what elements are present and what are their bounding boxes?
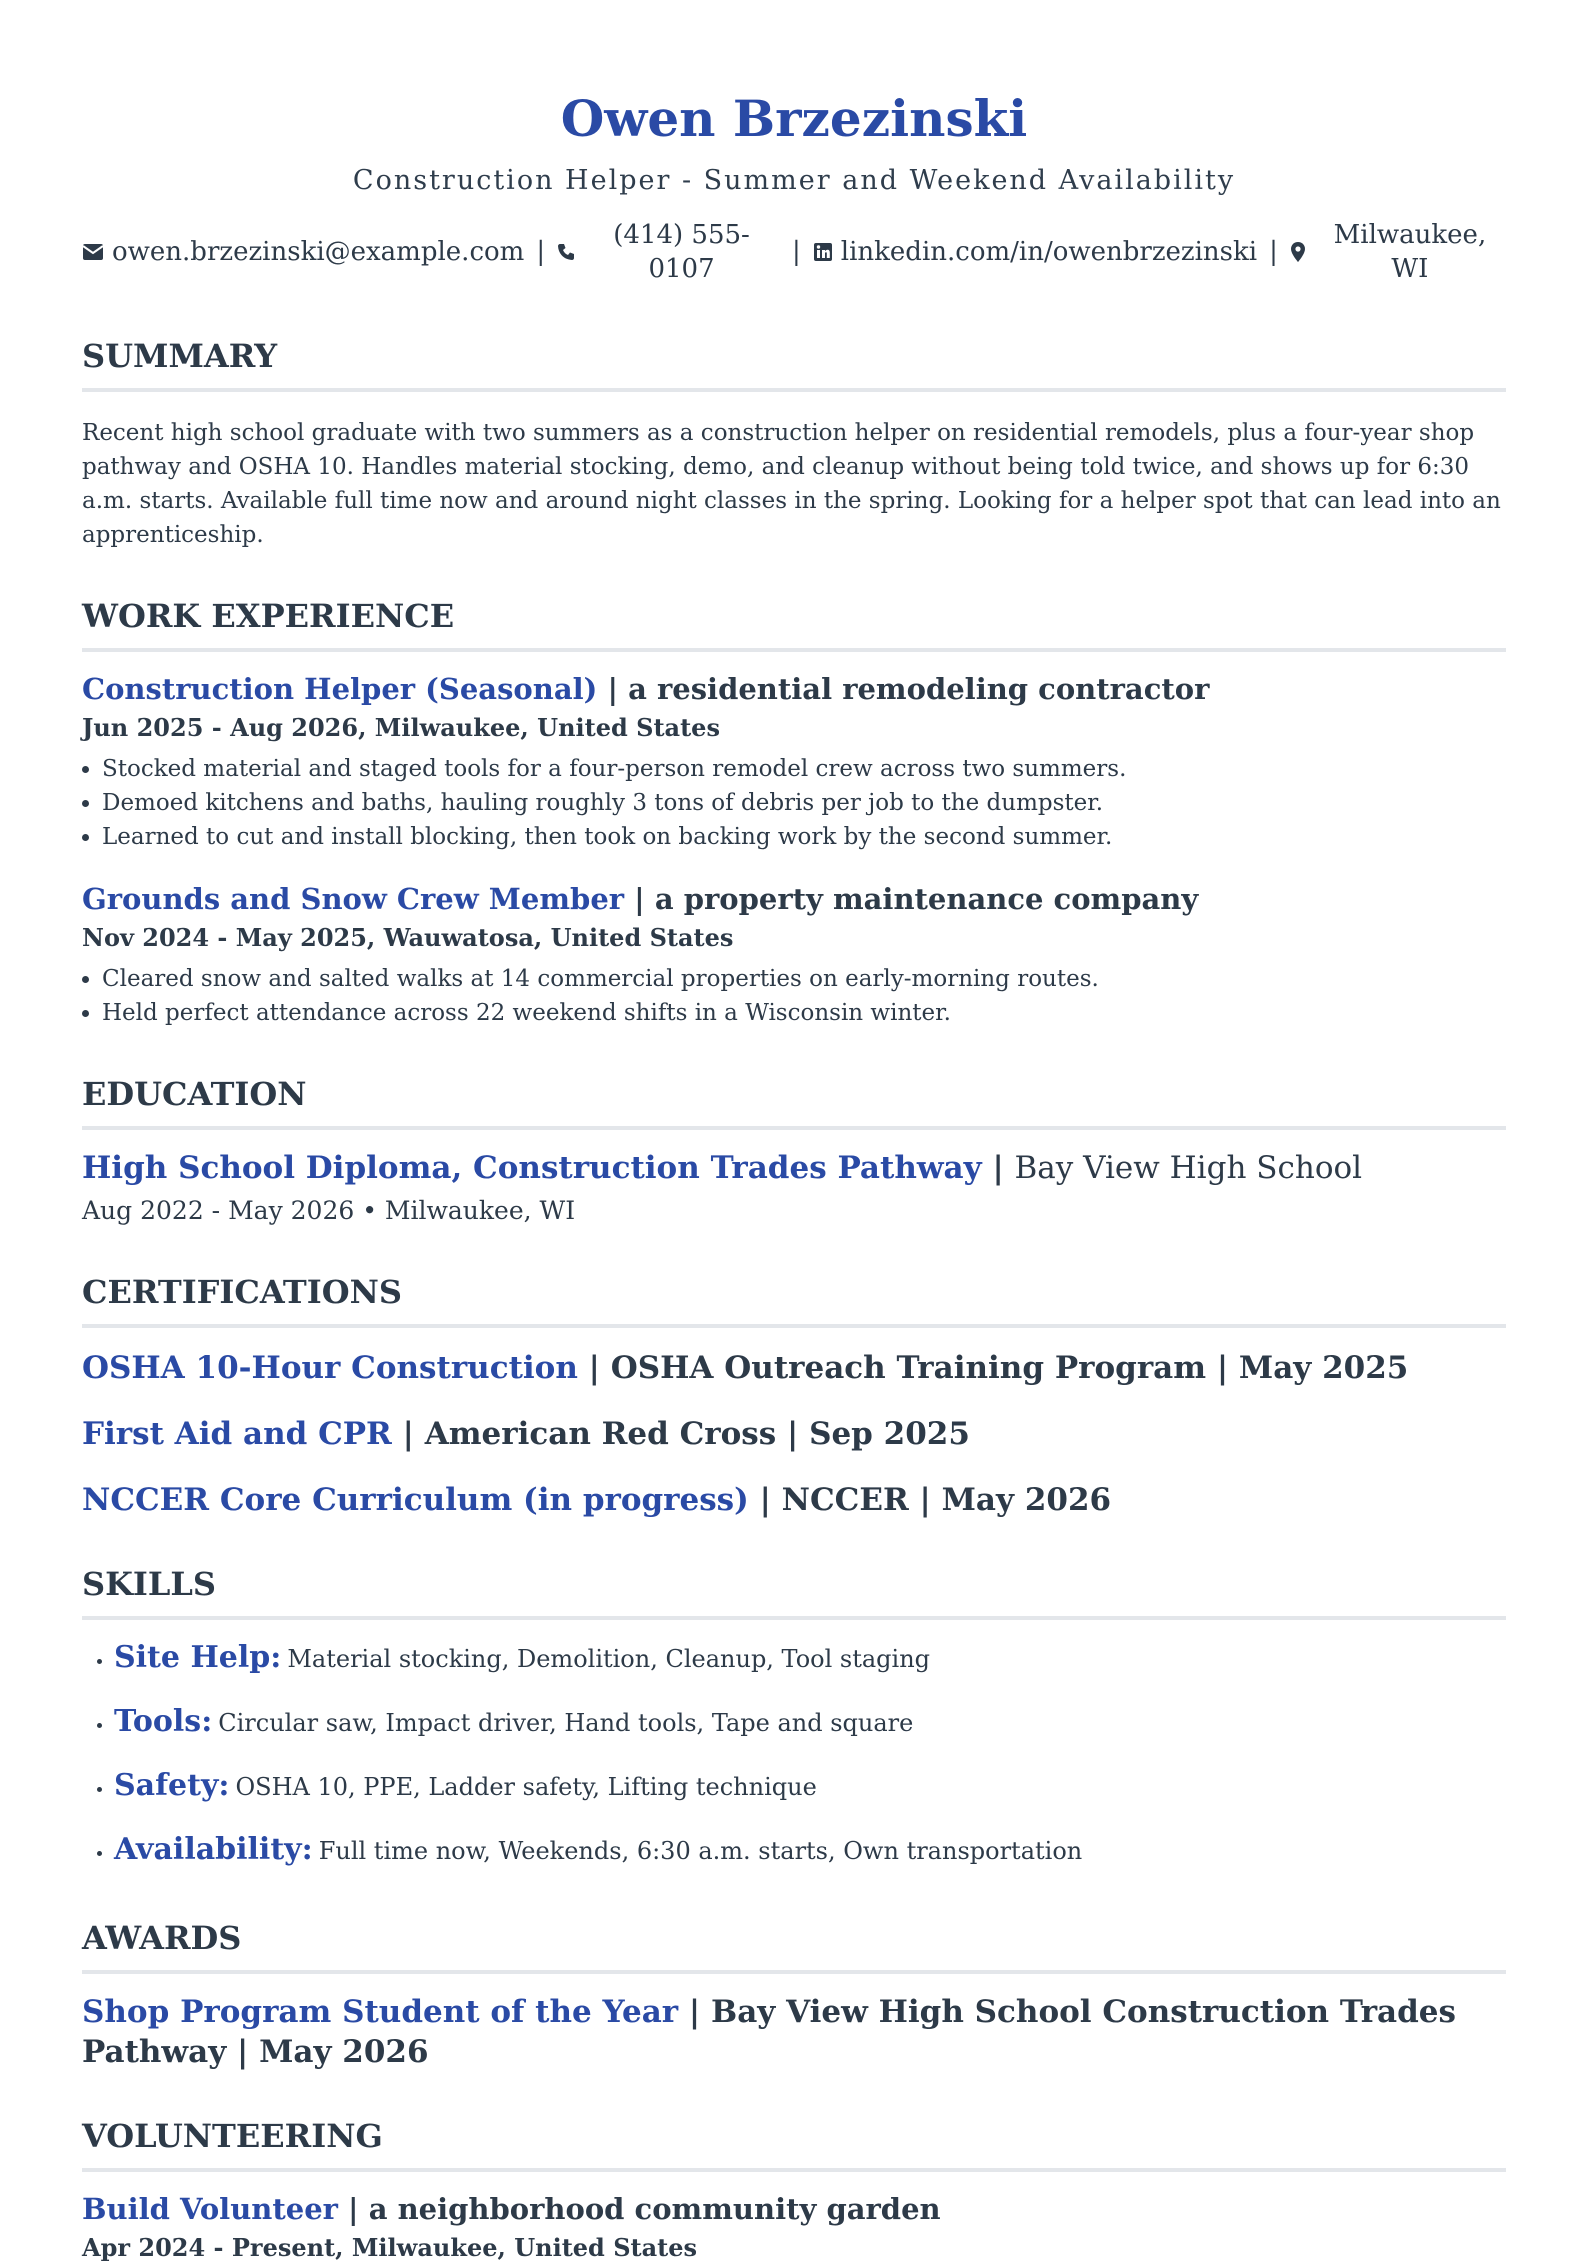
phone-icon (557, 243, 575, 261)
job-dates-location: Nov 2024 - May 2025, Wauwatosa, United States (82, 923, 734, 952)
certification-details: | NCCER | May 2026 (748, 1482, 1112, 1518)
contact-location-text: Milwaukee, WI (1333, 220, 1487, 284)
section-heading: VOLUNTEERING (82, 2116, 1506, 2172)
volunteer-dates-location: Apr 2024 - Present, Milwaukee, United States (82, 2233, 698, 2262)
job-bullet: • Stocked material and staged tools for a four-person remodel crew across two summers. (102, 752, 1506, 786)
skill-group (114, 1830, 1506, 1874)
job-entry (82, 670, 1506, 854)
job-entry (82, 880, 1506, 1030)
certifications-section (82, 1272, 1506, 1520)
summary-section (82, 336, 1506, 552)
award-details: | Bay View High School Construction Trades Pathway | May 2026 (82, 1994, 1456, 2070)
education-school: Bay View High School (1014, 1150, 1363, 1186)
job-title: Construction Helper (Seasonal) (82, 672, 598, 706)
contact-phone[interactable] (557, 218, 780, 286)
candidate-name: Owen Brzezinski (560, 89, 1028, 148)
job-heading (82, 670, 1506, 708)
job-employer: a property maintenance company (654, 882, 1199, 916)
resume-header (82, 0, 1506, 286)
contact-email-text: owen.brzezinski@example.com (112, 237, 525, 267)
section-heading: EDUCATION (82, 1074, 1506, 1130)
contact-phone-text: (414) 555-0107 (613, 220, 750, 284)
contact-separator: | (792, 237, 801, 267)
job-title: Grounds and Snow Crew Member (82, 882, 625, 916)
award-name: Shop Program Student of the Year (82, 1994, 679, 2030)
map-pin-icon (1290, 241, 1306, 263)
skill-group-label: Safety: (114, 1768, 230, 1803)
job-dates-location: Jun 2025 - Aug 2026, Milwaukee, United States (82, 713, 720, 742)
education-heading (82, 1148, 1506, 1188)
skill-group (114, 1638, 1506, 1682)
skill-group (114, 1702, 1506, 1746)
job-bullets (82, 752, 1506, 854)
contact-line (82, 218, 1506, 286)
skill-group-label: Availability: (114, 1832, 313, 1867)
certification-name: OSHA 10-Hour Construction (82, 1350, 578, 1386)
job-bullet: • Cleared snow and salted walks at 14 commercial properties on early-morning routes. (102, 962, 1506, 996)
job-employer: a residential remodeling contractor (628, 672, 1210, 706)
job-bullet: • Held perfect attendance across 22 weekend shifts in a Wisconsin winter. (102, 996, 1506, 1030)
skill-group-label: Site Help: (114, 1640, 282, 1675)
heading-separator: | (597, 672, 629, 706)
section-heading: SKILLS (82, 1564, 1506, 1620)
volunteer-heading (82, 2190, 1506, 2228)
contact-linkedin[interactable] (813, 235, 1257, 269)
certification-item (82, 1480, 1506, 1520)
heading-separator: | (981, 1150, 1015, 1186)
volunteer-role: Build Volunteer (82, 2192, 338, 2226)
certification-item (82, 1414, 1506, 1454)
certification-list (82, 1348, 1506, 1520)
skills-list (82, 1638, 1506, 1874)
volunteer-organization: a neighborhood community garden (368, 2192, 941, 2226)
certification-details: | American Red Cross | Sep 2025 (391, 1416, 970, 1452)
experience-section (82, 596, 1506, 1030)
envelope-icon (82, 243, 104, 261)
heading-separator: | (337, 2192, 369, 2226)
candidate-tagline: Construction Helper - Summer and Weekend Availability (352, 165, 1236, 196)
volunteer-entry (82, 2190, 1506, 2264)
certification-details: | OSHA Outreach Training Program | May 2025 (577, 1350, 1409, 1386)
contact-separator: | (536, 237, 546, 267)
section-heading: CERTIFICATIONS (82, 1272, 1506, 1328)
job-bullet: • Learned to cut and install blocking, then took on backing work by the second summer. (102, 820, 1506, 854)
skill-group-items: Full time now, Weekends, 6:30 a.m. starts, Own transportation (318, 1837, 1083, 1865)
job-bullets (82, 962, 1506, 1030)
summary-text: Recent high school graduate with two summers as a construction helper on residential remodels, plus a four-year shop pathway and OSHA 10. Handles material stocking, demo, and cleanup without being told twice, and shows up for 6:30 a.m. starts. Available full time now and around night classes in the spring. Looking for a helper spot that can lead into an apprenticeship. (82, 420, 1501, 548)
skills-section (82, 1564, 1506, 1874)
section-heading: SUMMARY (82, 336, 1506, 392)
skill-group-items: OSHA 10, PPE, Ladder safety, Lifting technique (235, 1773, 817, 1801)
section-heading: AWARDS (82, 1918, 1506, 1974)
award-item (82, 1992, 1506, 2072)
education-section (82, 1074, 1506, 1228)
skill-group (114, 1766, 1506, 1810)
contact-linkedin-text: linkedin.com/in/owenbrzezinski (840, 237, 1258, 267)
contact-separator: | (1269, 237, 1278, 267)
job-bullet: • Demoed kitchens and baths, hauling roughly 3 tons of debris per job to the dumpster. (102, 786, 1506, 820)
heading-separator: | (624, 882, 655, 916)
volunteering-section (82, 2116, 1506, 2264)
job-heading (82, 880, 1506, 918)
education-degree: High School Diploma, Construction Trades Pathway (82, 1150, 982, 1186)
certification-name: NCCER Core Curriculum (in progress) (82, 1482, 749, 1518)
contact-location (1290, 218, 1506, 286)
awards-section (82, 1918, 1506, 2072)
certification-name: First Aid and CPR (82, 1416, 392, 1452)
section-heading: WORK EXPERIENCE (82, 596, 1506, 652)
linkedin-icon (813, 242, 833, 262)
skill-group-items: Circular saw, Impact driver, Hand tools, Tape and square (218, 1709, 914, 1737)
skill-group-label: Tools: (114, 1704, 213, 1739)
certification-item (82, 1348, 1506, 1388)
contact-email[interactable] (82, 235, 524, 269)
skill-group-items: Material stocking, Demolition, Cleanup, Tool staging (287, 1645, 931, 1673)
education-dates-location: Aug 2022 - May 2026 • Milwaukee, WI (82, 1196, 576, 1225)
